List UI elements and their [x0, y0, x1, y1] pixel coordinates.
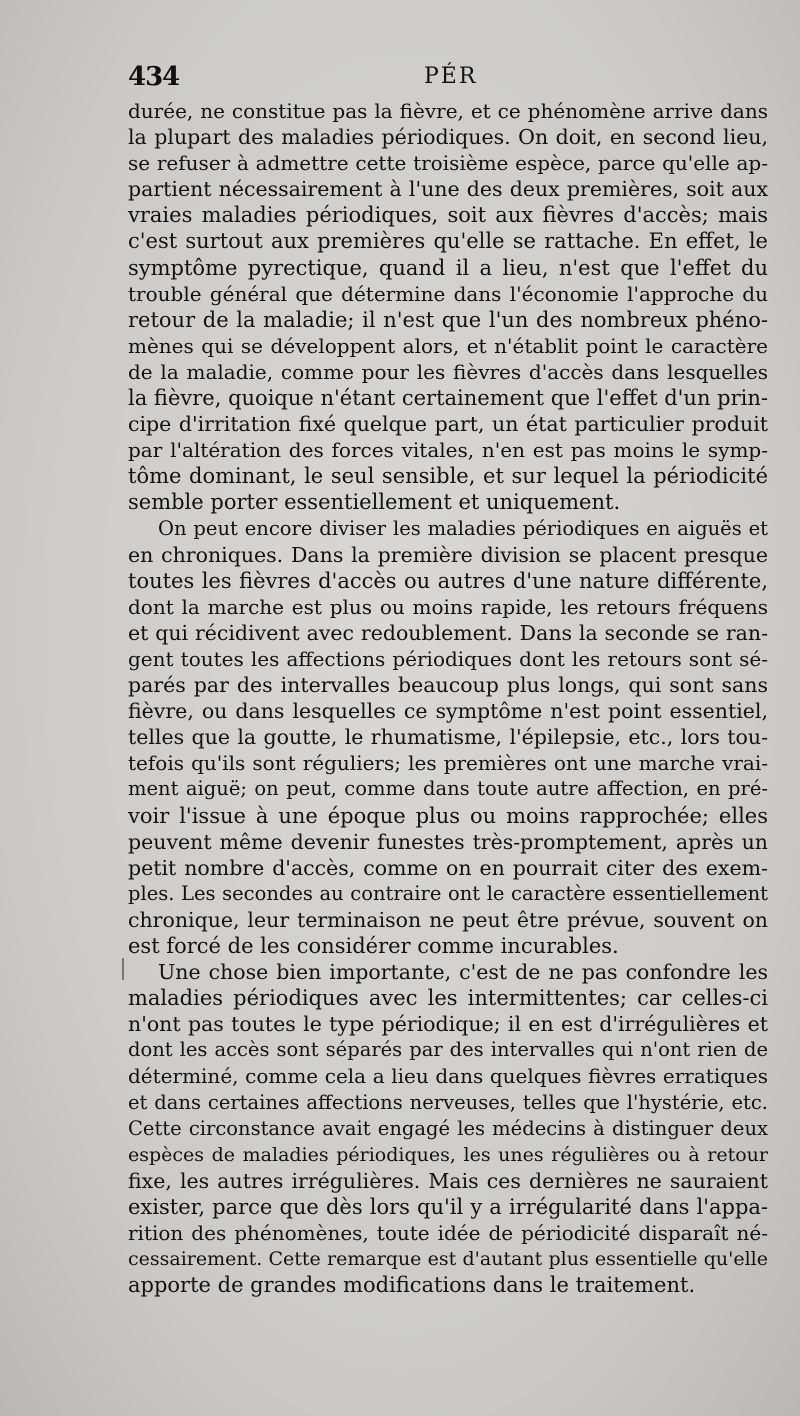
text-line-paragraph-end: est forcé de les considérer comme incurables.: [128, 934, 619, 958]
text-line: symptôme pyrectique, quand il a lieu, n'est que l'effet du: [128, 255, 768, 280]
text-line-paragraph-start: Une chose bien importante, c'est de ne pas confondre les: [158, 960, 768, 985]
text-line: par l'altération des forces vitales, n'en est pas moins le symp-: [128, 438, 768, 463]
text-line: maladies périodiques avec les intermittentes; car celles-ci: [128, 986, 768, 1011]
text-line: en chroniques. Dans la première division se placent presque: [128, 542, 768, 567]
text-line: se refuser à admettre cette troisième espèce, parce qu'elle ap-: [128, 151, 768, 176]
text-line: ment aiguë; on peut, comme dans toute autre affection, en pré-: [128, 777, 768, 801]
text-line: la fièvre, quoique n'étant certainement que l'effet d'un prin-: [128, 386, 768, 411]
text-line: Cette circonstance avait engagé les médecins à distinguer deux: [128, 1116, 768, 1140]
text-line: dont les accès sont séparés par des intervalles qui n'ont rien de: [128, 1038, 768, 1062]
text-line: gent toutes les affections périodiques dont les retours sont sé-: [128, 646, 768, 671]
text-line: rition des phénomènes, toute idée de périodicité disparaît né-: [128, 1221, 768, 1246]
text-line: dont la marche est plus ou moins rapide, les retours fréquens: [128, 594, 768, 619]
text-line: n'ont pas toutes le type périodique; il en est d'irrégulières et: [128, 1012, 768, 1037]
text-line: mènes qui se développent alors, et n'établit point le caractère: [128, 333, 768, 358]
text-line: et dans certaines affections nerveuses, telles que l'hystérie, etc.: [128, 1090, 768, 1114]
text-line-paragraph-end: semble porter essentiellement et uniquement.: [128, 490, 621, 515]
text-line: partient nécessairement à l'une des deux premières, soit aux: [128, 177, 768, 202]
text-line: de la maladie, comme pour les fièvres d'accès dans lesquelles: [128, 359, 768, 384]
running-head: PÉR: [424, 64, 478, 89]
text-line: trouble général que détermine dans l'économie l'approche du: [128, 281, 768, 306]
text-line: parés par des intervalles beaucoup plus longs, qui sont sans: [128, 673, 768, 698]
text-line: fièvre, ou dans lesquelles ce symptôme n'est point essentiel,: [128, 699, 768, 724]
page-number: 434: [128, 62, 180, 92]
text-line: tôme dominant, le seul sensible, et sur lequel la périodicité: [128, 464, 768, 489]
page-header: [128, 62, 768, 96]
margin-mark: [122, 958, 124, 980]
text-line: peuvent même devenir funestes très-promptement, après un: [128, 829, 768, 854]
text-line: retour de la maladie; il n'est que l'un des nombreux phéno-: [128, 307, 768, 332]
text-line: cessairement. Cette remarque est d'autant plus essentielle qu'elle: [128, 1248, 768, 1271]
text-line: telles que la goutte, le rhumatisme, l'épilepsie, etc., lors tou-: [128, 725, 768, 750]
text-line: toutes les fièvres d'accès ou autres d'une nature différente,: [128, 568, 768, 593]
text-line: ples. Les secondes au contraire ont le caractère essentiellement: [128, 881, 768, 905]
text-line: exister, parce que dès lors qu'il y a irrégularité dans l'appa-: [128, 1194, 768, 1219]
text-line: c'est surtout aux premières qu'elle se rattache. En effet, le: [128, 229, 768, 254]
text-line: tefois qu'ils sont réguliers; les premières ont une marche vrai-: [128, 751, 768, 776]
text-line: espèces de maladies périodiques, les unes régulières ou à retour: [128, 1143, 768, 1166]
text-line-paragraph-end: apporte de grandes modifications dans le traitement.: [128, 1273, 696, 1298]
text-line: durée, ne constitue pas la fièvre, et ce phénomène arrive dans: [128, 99, 768, 123]
text-line: chronique, leur terminaison ne peut être prévue, souvent on: [128, 907, 768, 932]
text-line: fixe, les autres irrégulières. Mais ces dernières ne sauraient: [128, 1168, 768, 1193]
text-line: voir l'issue à une époque plus ou moins rapprochée; elles: [128, 803, 768, 828]
text-line: et qui récidivent avec redoublement. Dans la seconde se ran-: [128, 620, 768, 645]
text-line: petit nombre d'accès, comme on en pourrait citer des exem-: [128, 855, 768, 880]
text-line: cipe d'irritation fixé quelque part, un état particulier produit: [128, 412, 768, 437]
text-line: vraies maladies périodiques, soit aux fièvres d'accès; mais: [128, 203, 768, 228]
text-line-paragraph-start: On peut encore diviser les maladies périodiques en aiguës et: [158, 516, 768, 540]
body-text: [128, 98, 768, 1298]
text-line: déterminé, comme cela a lieu dans quelques fièvres erratiques: [128, 1064, 768, 1089]
text-line: la plupart des maladies périodiques. On doit, en second lieu,: [128, 125, 768, 150]
